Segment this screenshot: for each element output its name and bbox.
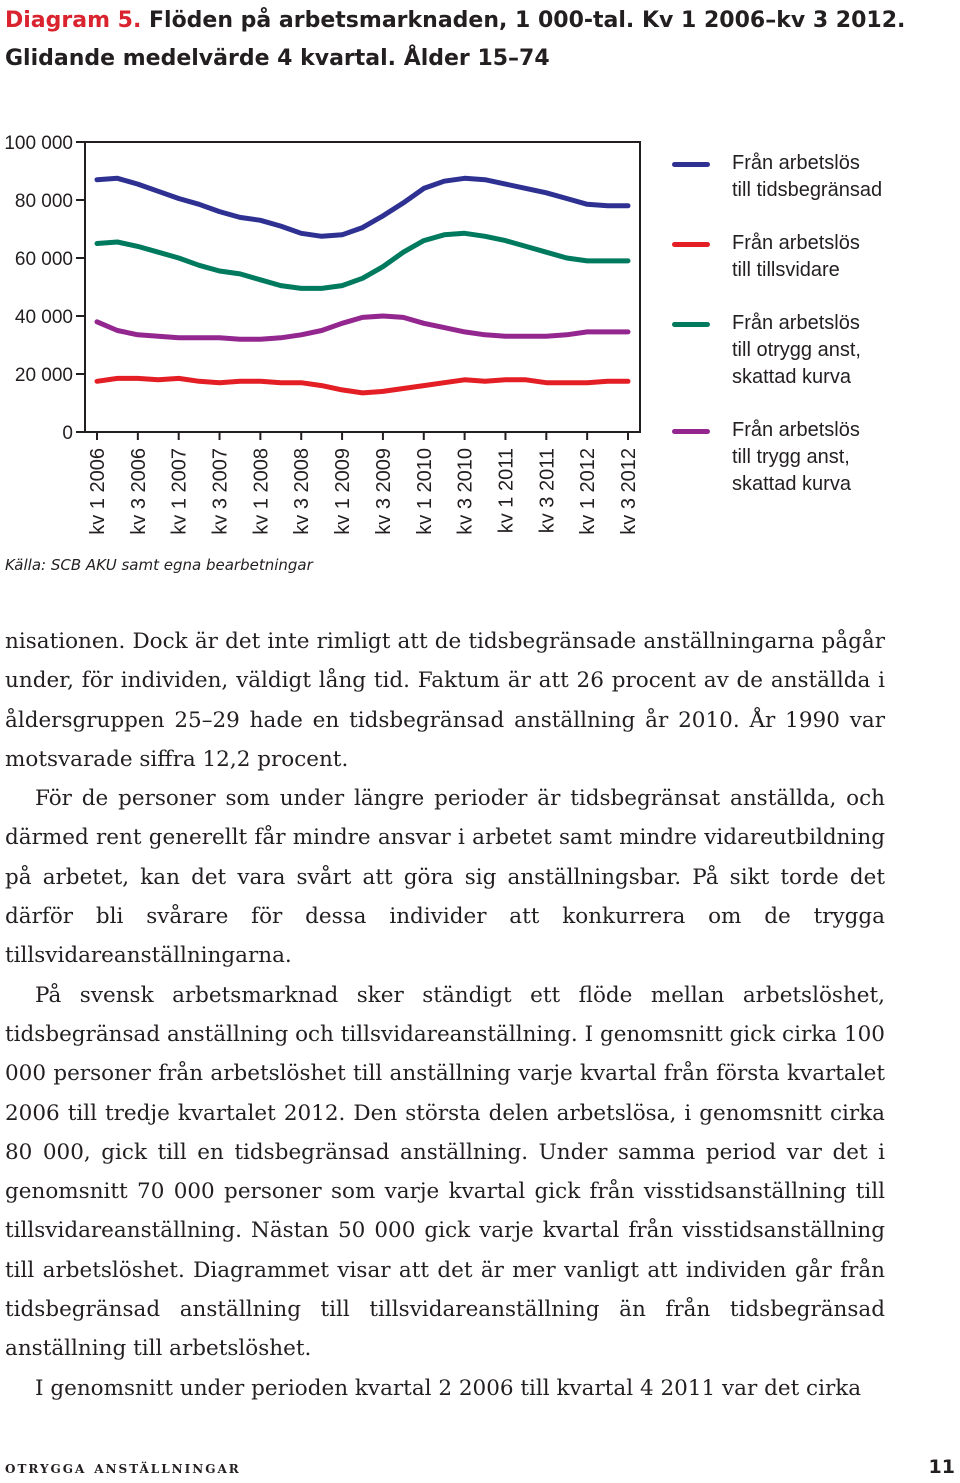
x-tick-label: kv 1 2007 [168,448,191,535]
x-tick-label: kv 3 2006 [127,448,150,535]
paragraph: För de personer som under längre perioder är tidsbegränsat anställda, och därmed rent generellt får mindre ansvar i arbetet samt mindre vidareutbildning på arbetet, kan det vara svårt att göra sig anställningsbar. På sikt torde det därför bli svårare för dessa individer att konkurrera om de trygga tillsvidareanställningarna. [5,786,885,969]
series-line-3 [97,316,628,339]
body-text [5,622,885,1408]
paragraph: På svensk arbetsmarknad sker ständigt ett flöde mellan arbetslöshet, tidsbegränsad anställning och tillsvidareanställning. I genomsnitt gick cirka 100 000 personer från arbetslöshet till anställning varje kvartal från första kvartalet 2006 till tredje kvartalet 2012. Den största delen arbetslösa, i genomsnitt cirka 80 000, gick till en tidsbegränsad anställning. Under samma period var det i genomsnitt 70 000 personer som varje kvartal gick från visstidsanställning till tillsvidareanställning. Nästan 50 000 gick varje kvartal från visstidsanställning till arbetslöshet. Diagrammet visar att det är mer vanligt att individen går från tidsbegränsad anställning till tillsvidareanställning än från tidsbegränsad anställning till arbetslöshet. [5,982,885,1362]
figure-label: Diagram 5. [5,8,142,33]
legend-label: Från arbetslös till tillsvidare [732,232,860,281]
legend-label: Från arbetslös till trygg anst, skattad kurva [732,419,860,495]
x-tick-label: kv 3 2010 [454,448,477,535]
x-tick-label: kv 3 2008 [291,448,314,535]
y-tick-label: 20 000 [14,365,73,386]
y-tick-label: 0 [62,423,73,444]
x-tick-label: kv 3 2012 [618,448,640,535]
legend-swatch [672,322,710,327]
y-tick-label: 60 000 [14,249,73,270]
y-tick-label: 100 000 [4,133,73,154]
series-line-0 [97,178,628,236]
series-line-1 [97,378,628,393]
y-tick-label: 80 000 [14,191,73,212]
x-tick-label: kv 1 2012 [577,448,600,535]
legend-swatch [672,162,710,167]
legend-label: Från arbetslös till tidsbegränsad [732,152,883,201]
line-chart [0,120,660,550]
paragraph: I genomsnitt under perioden kvartal 2 2006 till kvartal 4 2011 var det cirka [35,1375,862,1401]
x-tick-label: kv 1 2011 [495,448,518,534]
x-tick-label: kv 1 2008 [250,448,273,535]
x-tick-label: kv 1 2010 [413,448,436,535]
paragraph: nisationen. Dock är det inte rimligt att de tidsbegränsade anställningarna pågår under, för individen, väldigt lång tid. Faktum är att 26 procent av de anställda i åldersgruppen 25–29 hade en tidsbegränsad anställning år 2010. År 1990 var motsvarade siffra 12,2 procent. [5,629,885,772]
chart-source: Källa: SCB AKU samt egna bearbetningar [5,556,313,574]
x-tick-label: kv 3 2009 [372,448,395,535]
x-tick-label: kv 1 2006 [87,448,109,535]
x-tick-label: kv 3 2011 [536,448,559,534]
y-tick-label: 40 000 [14,307,73,328]
plot-frame [85,142,640,432]
figure-title [5,2,945,78]
series-line-2 [97,233,628,288]
page-number: 11 [928,1456,955,1478]
legend-label: Från arbetslös till otrygg anst, skattad kurva [732,312,861,388]
running-footer-title: otrygga anställningar [5,1458,241,1478]
legend-swatch [672,429,710,434]
x-tick-label: kv 3 2007 [209,448,232,535]
figure-title-text: Flöden på arbetsmarknaden, 1 000-tal. Kv 1 2006–kv 3 2012. Glidande medelvärde 4 kvartal. Ålder 15–74 [5,8,906,71]
legend-swatch [672,242,710,247]
x-tick-label: kv 1 2009 [332,448,355,535]
